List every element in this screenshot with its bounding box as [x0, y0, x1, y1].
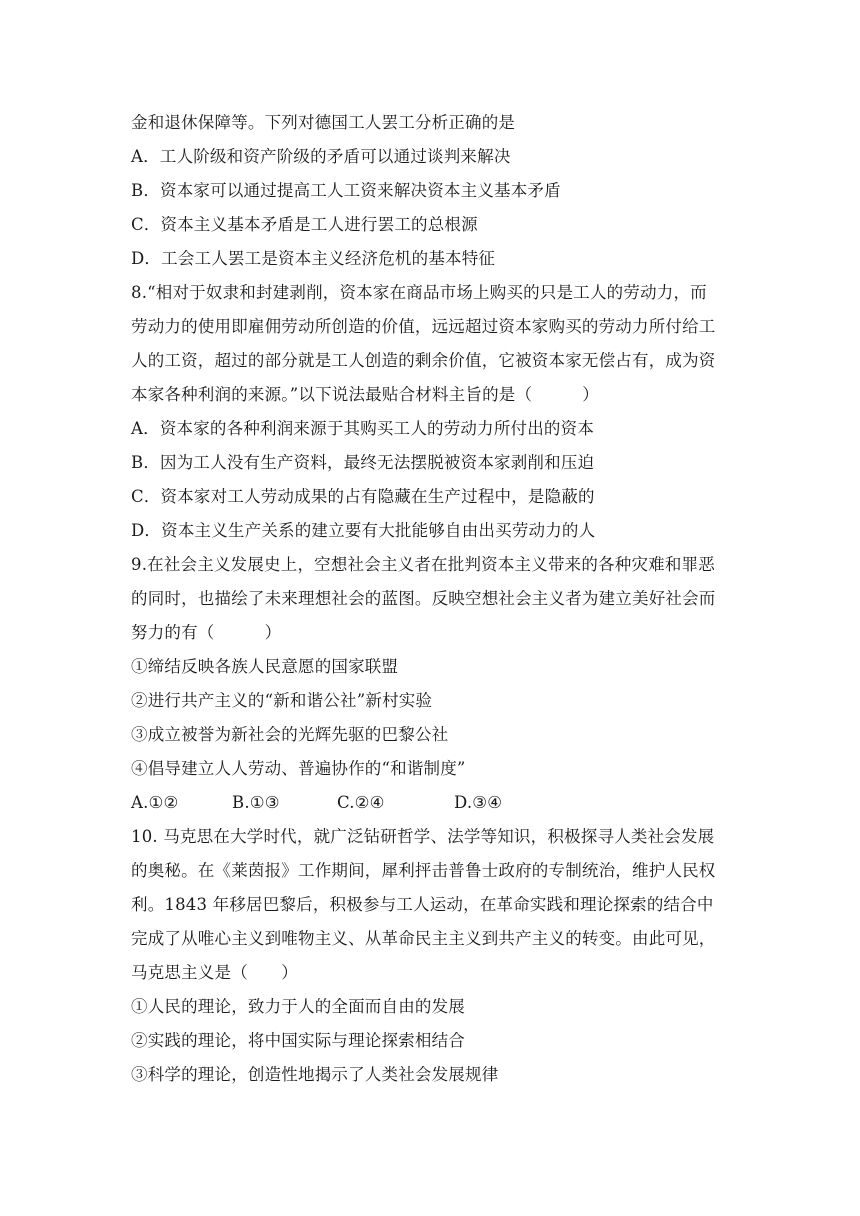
q9-choice-a: A.①②	[131, 793, 179, 812]
q7-option-a: A．工人阶级和资产阶级的矛盾可以通过谈判来解决	[131, 147, 511, 166]
q7-option-c: C．资本主义基本矛盾是工人进行罢工的总根源	[131, 215, 478, 234]
q9-choice-c: C.②④	[337, 793, 385, 812]
q10-item-2: ②实践的理论，将中国实际与理论探索相结合	[131, 1031, 465, 1050]
q8-option-c: C．资本家对工人劳动成果的占有隐藏在生产过程中，是隐蔽的	[131, 487, 595, 506]
q10-stem-line: 马克思主义是（ ）	[131, 963, 298, 982]
q8-option-b: B．因为工人没有生产资料，最终无法摆脱被资本家剥削和压迫	[131, 453, 595, 472]
q10-item-3: ③科学的理论，创造性地揭示了人类社会发展规律	[131, 1065, 499, 1084]
q7-option-b: B．资本家可以通过提高工人工资来解决资本主义基本矛盾	[131, 181, 561, 200]
q10-item-1: ①人民的理论，致力于人的全面而自由的发展	[131, 997, 465, 1016]
q9-stem-line: 9.在社会主义发展史上，空想社会主义者在批判资本主义带来的各种灾难和罪恶	[131, 555, 715, 574]
q8-option-d: D．资本主义生产关系的建立要有大批能够自由出买劳动力的人	[131, 521, 596, 540]
q9-item-3: ③成立被誉为新社会的光辉先驱的巴黎公社	[131, 725, 449, 744]
q8-option-a: A．资本家的各种利润来源于其购买工人的劳动力所付出的资本	[131, 419, 595, 438]
q7-stem-end: 金和退休保障等。下列对德国工人罢工分析正确的是	[131, 113, 516, 132]
q9-item-2: ②进行共产主义的“新和谐公社”新村实验	[131, 691, 433, 710]
q10-stem-line: 的奥秘。在《莱茵报》工作期间，犀利抨击普鲁士政府的专制统治，维护人民权	[131, 861, 716, 880]
q8-stem-line: 本家各种利润的来源。”以下说法最贴合材料主旨的是（ ）	[131, 385, 599, 404]
document-page	[131, 106, 731, 1092]
q8-stem-line: 8.“相对于奴隶和封建剥削，资本家在商品市场上购买的只是工人的劳动力，而	[131, 283, 707, 302]
q7-option-d: D．工会工人罢工是资本主义经济危机的基本特征	[131, 249, 496, 268]
q10-stem-line: 完成了从唯心主义到唯物主义、从革命民主主义到共产主义的转变。由此可见，	[131, 929, 716, 948]
q9-choice-d: D.③④	[454, 793, 503, 812]
q9-stem-line: 的同时，也描绘了未来理想社会的蓝图。反映空想社会主义者为建立美好社会而	[131, 589, 716, 608]
q8-stem-line: 劳动力的使用即雇佣劳动所创造的价值，远远超过资本家购买的劳动力所付给工	[131, 317, 716, 336]
q9-item-1: ①缔结反映各族人民意愿的国家联盟	[131, 657, 399, 676]
q9-stem-line: 努力的有（ ）	[131, 623, 282, 642]
q10-stem-line: 10. 马克思在大学时代，就广泛钻研哲学、法学等知识，积极探寻人类社会发展	[131, 827, 715, 846]
q9-choices	[131, 786, 731, 820]
q10-stem-line: 利。1843 年移居巴黎后，积极参与工人运动，在革命实践和理论探索的结合中	[131, 895, 714, 914]
q9-item-4: ④倡导建立人人劳动、普遍协作的“和谐制度”	[131, 759, 466, 778]
q8-stem-line: 人的工资，超过的部分就是工人创造的剩余价值，它被资本家无偿占有，成为资	[131, 351, 716, 370]
q9-choice-b: B.①③	[232, 793, 280, 812]
